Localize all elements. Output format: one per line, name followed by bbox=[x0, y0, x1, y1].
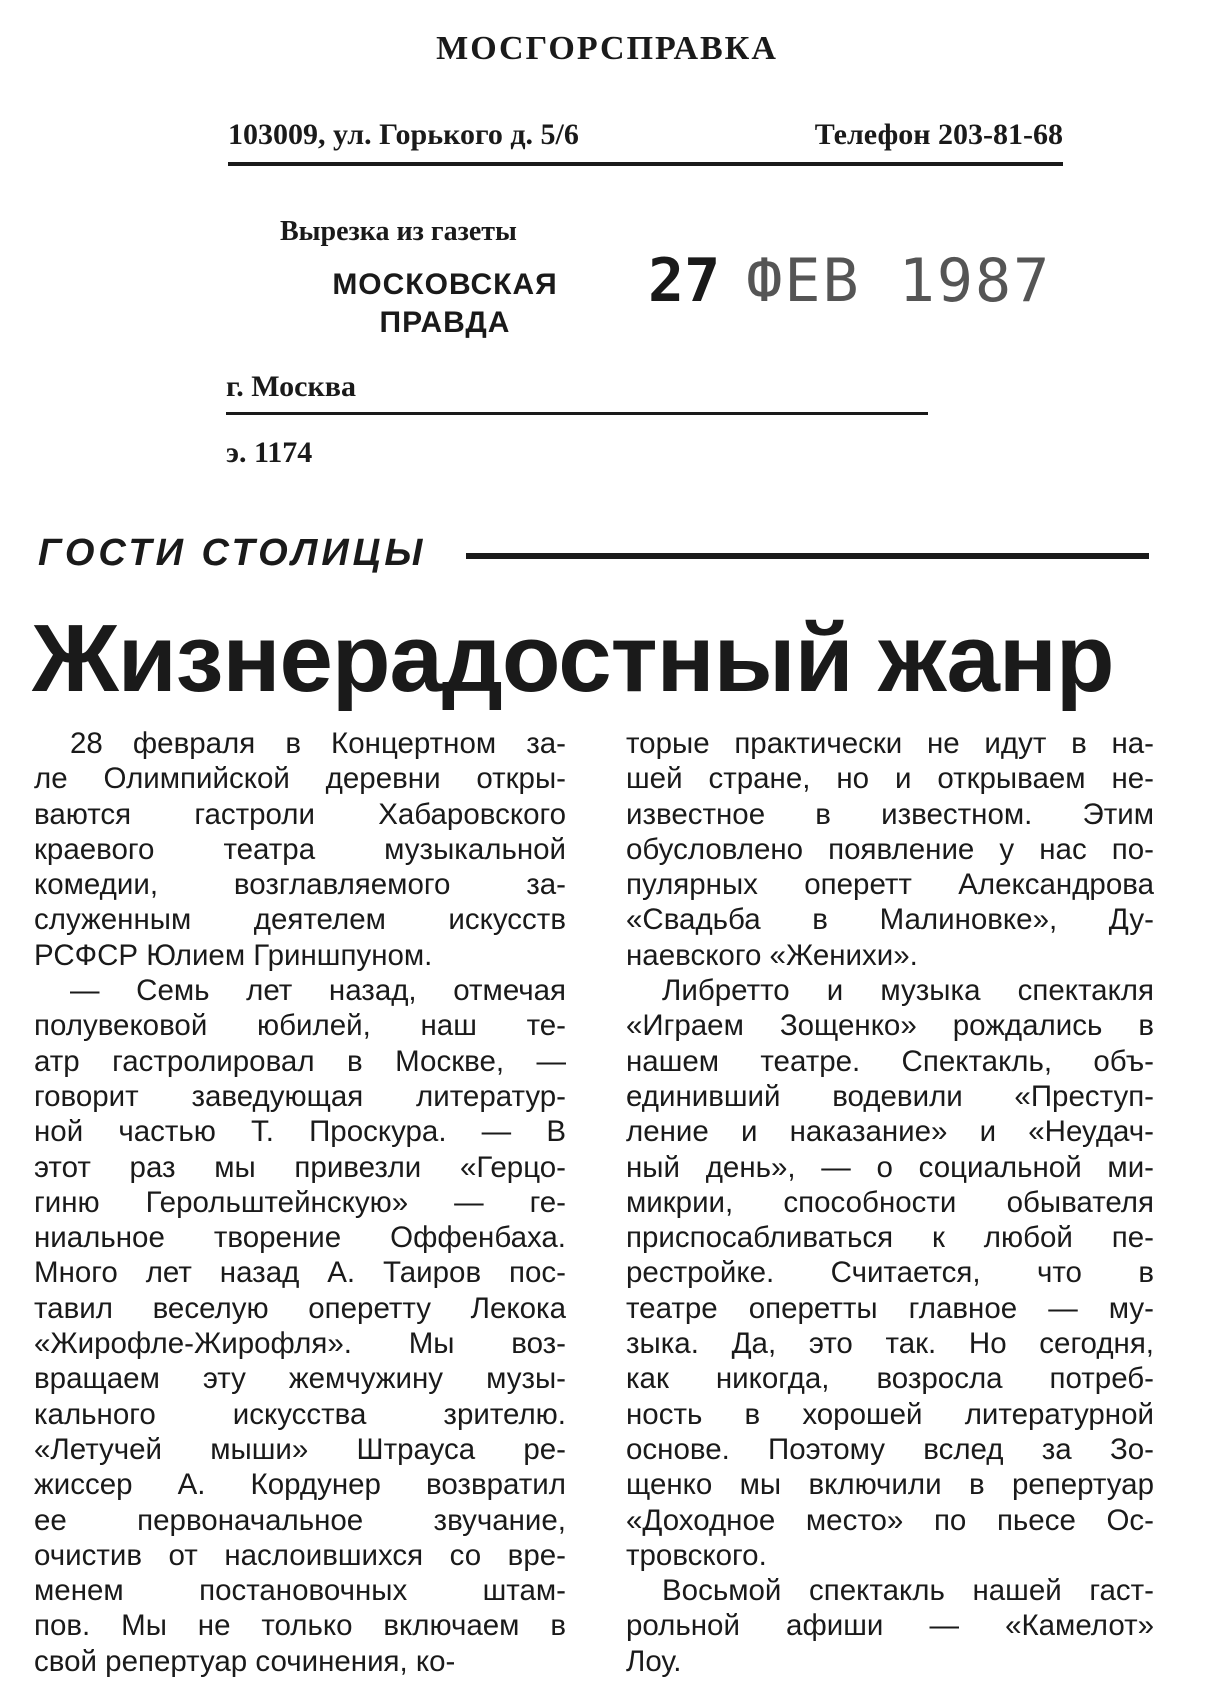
stamp-divider bbox=[226, 412, 928, 415]
text-line: рестройке. Считается, что в bbox=[626, 1256, 1154, 1290]
text-line: очистив от наслоившихся со вре- bbox=[34, 1538, 566, 1572]
text-line: гиню Герольштейнскую» — ге- bbox=[34, 1185, 566, 1219]
text-line: зыка. Да, это так. Но сегодня, bbox=[626, 1327, 1154, 1361]
article-rubric: ГОСТИ СТОЛИЦЫ bbox=[38, 532, 427, 574]
text-line: единивший водевили «Преступ- bbox=[626, 1079, 1154, 1113]
text-line: микрии, способности обывателя bbox=[626, 1185, 1154, 1219]
text-line: наевского «Женихи». bbox=[626, 938, 918, 972]
text-line: Восьмой спектакль нашей гаст- bbox=[662, 1574, 1154, 1608]
text-line: ниальное творение Оффенбаха. bbox=[34, 1221, 566, 1255]
stamp-address: 103009, ул. Горького д. 5/6 bbox=[228, 118, 579, 151]
stamp-organization: МОСГОРСПРАВКА bbox=[436, 30, 778, 67]
text-line: ление и наказание» и «Неудач- bbox=[626, 1115, 1154, 1149]
text-line: Либретто и музыка спектакля bbox=[662, 974, 1154, 1008]
stamp-newspaper-name bbox=[300, 266, 590, 342]
text-line: Много лет назад А. Таиров пос- bbox=[34, 1256, 566, 1290]
text-line: «Играем Зощенко» рождались в bbox=[626, 1009, 1154, 1043]
text-line: краевого театра музыкальной bbox=[34, 832, 566, 866]
stamp-date-month-year: ФЕВ 1987 bbox=[746, 246, 1052, 316]
text-line: ной частью Т. Проскура. — В bbox=[34, 1115, 566, 1149]
stamp-city: г. Москва bbox=[226, 370, 356, 403]
stamp-date bbox=[648, 246, 1051, 316]
text-line: как никогда, возросла потреб- bbox=[626, 1362, 1154, 1396]
text-line: РСФСР Юлием Гриншпуном. bbox=[34, 938, 433, 972]
stamp-issue-number: э. 1174 bbox=[226, 436, 313, 469]
text-line: 28 февраля в Концертном за- bbox=[70, 727, 566, 760]
text-line: менем постановочных штам- bbox=[34, 1574, 566, 1608]
text-line: ность в хорошей литературной bbox=[626, 1397, 1154, 1431]
text-line: тровского. bbox=[626, 1538, 767, 1572]
text-line: ле Олимпийской деревни откры- bbox=[34, 762, 566, 796]
text-line: пулярных оперетт Александрова bbox=[626, 868, 1154, 902]
text-line: полувековой юбилей, наш те- bbox=[34, 1009, 566, 1043]
text-line: говорит заведующая литератур- bbox=[34, 1079, 566, 1113]
text-line: Лоу. bbox=[626, 1644, 682, 1678]
text-line: ный день», — о социальной ми- bbox=[626, 1150, 1154, 1184]
text-line: шей стране, но и открываем не- bbox=[626, 762, 1154, 796]
text-line: рольной афиши — «Камелот» bbox=[626, 1609, 1154, 1643]
text-line: приспосабливаться к любой пе- bbox=[626, 1221, 1154, 1255]
stamp-newspaper-name-line1: МОСКОВСКАЯ bbox=[332, 268, 558, 301]
stamp-newspaper-name-line2: ПРАВДА bbox=[379, 306, 511, 339]
text-line: свой репертуар сочинения, ко- bbox=[34, 1644, 456, 1678]
text-line: жиссер А. Кордунер возвратил bbox=[34, 1468, 566, 1502]
text-line: пов. Мы не только включаем в bbox=[34, 1609, 566, 1643]
text-line: театре оперетты главное — му- bbox=[626, 1291, 1154, 1325]
text-line: вращаем эту жемчужину музы- bbox=[34, 1362, 566, 1396]
text-line: — Семь лет назад, отмечая bbox=[70, 974, 566, 1008]
text-line: «Летучей мыши» Штрауса ре- bbox=[34, 1432, 566, 1466]
article-column-right bbox=[626, 726, 1154, 1679]
text-line: «Свадьба в Малиновке», Ду- bbox=[626, 903, 1154, 937]
stamp-date-day: 27 bbox=[648, 246, 721, 316]
text-line: «Жирофле-Жирофля». Мы воз- bbox=[34, 1327, 566, 1361]
text-line: нашем театре. Спектакль, объ- bbox=[626, 1044, 1154, 1078]
text-line: ее первоначальное звучание, bbox=[34, 1503, 566, 1537]
text-line: обусловлено появление у нас по- bbox=[626, 832, 1154, 866]
text-line: основе. Поэтому вслед за Зо- bbox=[626, 1432, 1154, 1466]
rubric-rule bbox=[466, 553, 1149, 559]
text-line: «Доходное место» по пьесе Ос- bbox=[626, 1503, 1154, 1537]
text-line: щенко мы включили в репертуар bbox=[626, 1468, 1154, 1502]
text-line: атр гастролировал в Москве, — bbox=[34, 1044, 566, 1078]
text-line: этот раз мы привезли «Герцо- bbox=[34, 1150, 566, 1184]
stamp-phone: Телефон 203-81-68 bbox=[814, 118, 1063, 151]
text-line: торые практически не идут в на- bbox=[626, 727, 1154, 760]
text-line: комедии, возглавляемого за- bbox=[34, 868, 566, 902]
text-line: известное в известном. Этим bbox=[626, 797, 1154, 831]
article-headline: Жизнерадостный жанр bbox=[32, 605, 1114, 712]
text-line: тавил веселую оперетту Лекока bbox=[34, 1291, 566, 1325]
text-line: кального искусства зрителю. bbox=[34, 1397, 566, 1431]
text-line: служенным деятелем искусств bbox=[34, 903, 566, 937]
stamp-cut-label: Вырезка из газеты bbox=[280, 216, 517, 247]
article-column-left bbox=[34, 726, 566, 1679]
stamp-address-line bbox=[228, 118, 1063, 166]
text-line: ваются гастроли Хабаровского bbox=[34, 797, 566, 831]
